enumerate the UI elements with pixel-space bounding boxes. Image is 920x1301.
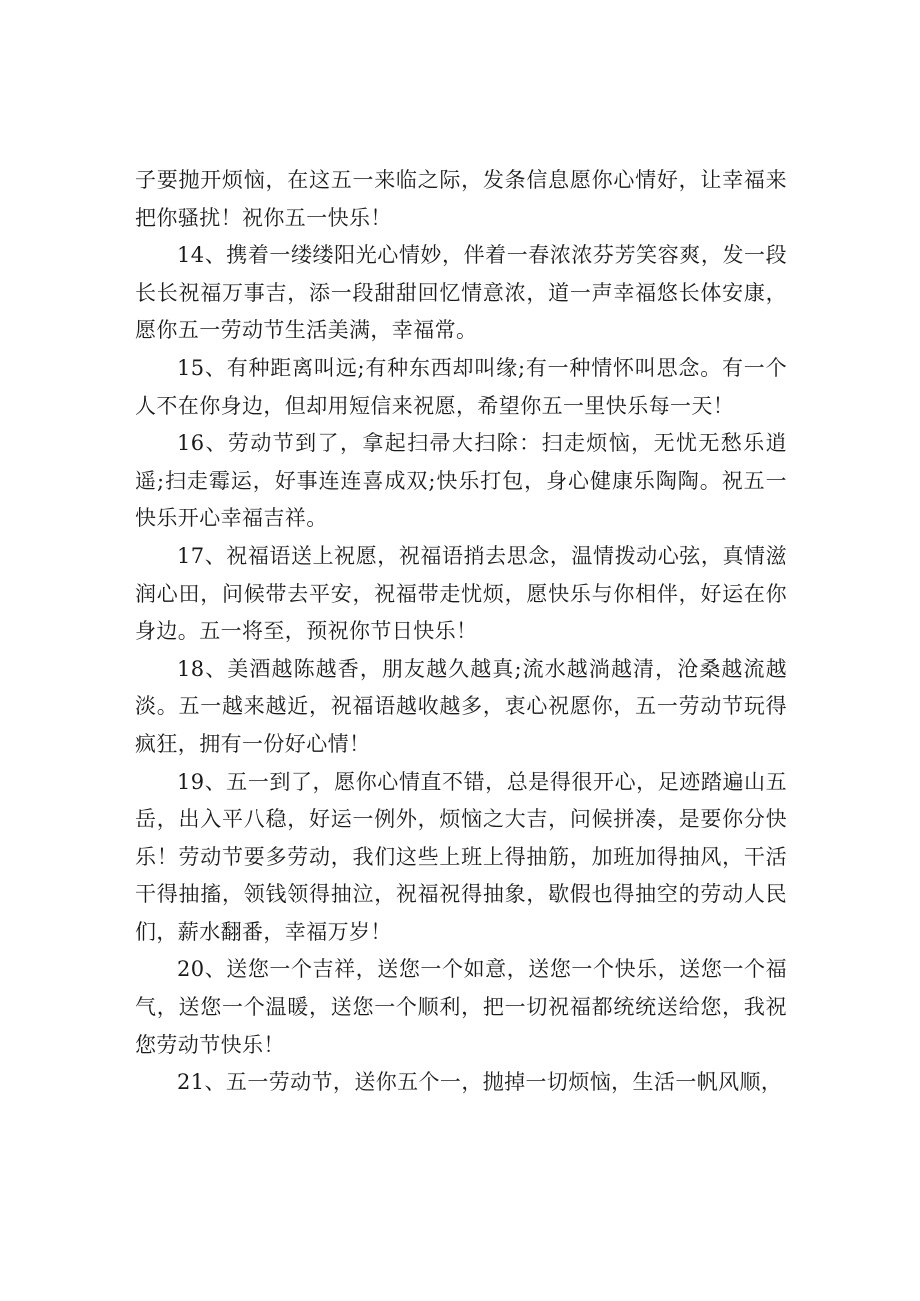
paragraph-16: 16、劳动节到了，拿起扫帚大扫除：扫走烦恼，无忧无愁乐逍遥;扫走霉运，好事连连喜成双;快乐打包，身心健康乐陶陶。祝五一快乐开心幸福吉祥。 (135, 431, 787, 531)
paragraph-15: 15、有种距离叫远;有种东西却叫缘;有一种情怀叫思念。有一个人不在你身边，但却用短信来祝愿，希望你五一里快乐每一天！ (135, 355, 787, 418)
paragraph-18: 18、美酒越陈越香，朋友越久越真;流水越淌越清，沧桑越流越淡。五一越来越近，祝福语越收越多，衷心祝愿你，五一劳动节玩得疯狂，拥有一份好心情！ (135, 656, 787, 756)
paragraph-continuation: 子要抛开烦恼，在这五一来临之际，发条信息愿你心情好，让幸福来把你骚扰！祝你五一快乐！ (135, 168, 787, 230)
document-body (135, 162, 787, 1102)
paragraph-17: 17、祝福语送上祝愿，祝福语捎去思念，温情拨动心弦，真情滋润心田，问候带去平安，祝福带走忧烦，愿快乐与你相伴，好运在你身边。五一将至，预祝你节日快乐！ (135, 543, 787, 644)
paragraph-20: 20、送您一个吉祥，送您一个如意，送您一个快乐，送您一个福气，送您一个温暖，送您一个顺利，把一切祝福都统统送给您，我祝您劳动节快乐！ (135, 957, 787, 1057)
paragraph-19: 19、五一到了，愿你心情直不错，总是得很开心，足迹踏遍山五岳，出入平八稳，好运一例外，烦恼之大吉，问候拼凑，是要你分快乐！劳动节要多劳动，我们这些上班上得抽筋，加班加得抽风，干活干得抽搐，领钱领得抽泣，祝福祝得抽象，歇假也得抽空的劳动人民们，薪水翻番，幸福万岁！ (135, 769, 787, 944)
paragraph-14: 14、携着一缕缕阳光心情妙，伴着一春浓浓芬芳笑容爽，发一段长长祝福万事吉，添一段甜甜回忆情意浓，道一声幸福悠长体安康，愿你五一劳动节生活美满，幸福常。 (135, 243, 787, 343)
paragraph-21: 21、五一劳动节，送你五个一，抛掉一切烦恼，生活一帆风顺， (177, 1070, 783, 1095)
